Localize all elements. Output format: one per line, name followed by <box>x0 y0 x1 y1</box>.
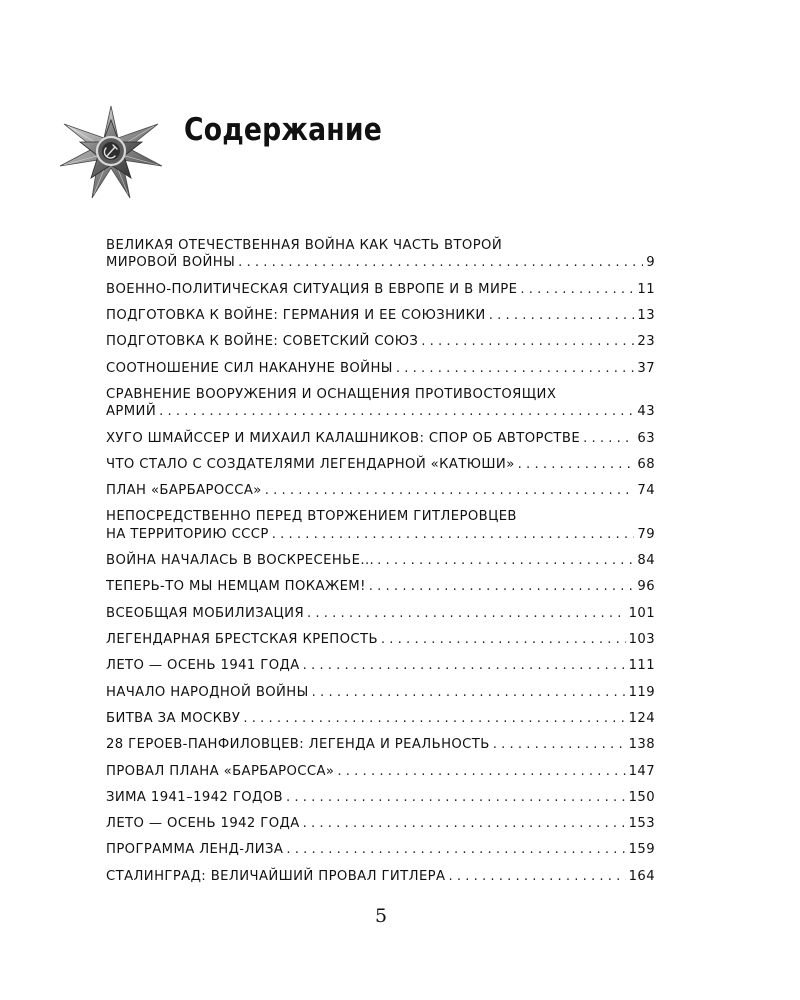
toc-entry-title-first-line: СРАВНЕНИЕ ВООРУЖЕНИЯ И ОСНАЩЕНИЯ ПРОТИВОСТОЯЩИХ <box>106 386 557 402</box>
toc-entry-line <box>106 736 655 753</box>
toc-entry[interactable] <box>106 430 655 447</box>
toc-entry[interactable] <box>106 789 655 806</box>
toc-entry-page-number: 103 <box>628 632 655 648</box>
toc-entry[interactable] <box>106 552 655 569</box>
toc-entry-title: НАЧАЛО НАРОДНОЙ ВОЙНЫ <box>106 684 309 700</box>
toc-entry-title: БИТВА ЗА МОСКВУ <box>106 710 241 726</box>
toc-entry-title: ВСЕОБЩАЯ МОБИЛИЗАЦИЯ <box>106 605 305 621</box>
dot-leader <box>396 360 635 377</box>
toc-entry-page-number: 147 <box>628 763 655 779</box>
toc-entry-page-number: 150 <box>628 789 655 805</box>
dot-leader <box>493 736 626 753</box>
toc-entry-title: СООТНОШЕНИЕ СИЛ НАКАНУНЕ ВОЙНЫ <box>106 360 393 376</box>
toc-entry-page-number: 84 <box>637 553 655 569</box>
toc-entry[interactable] <box>106 736 655 753</box>
toc-entry-title: ЛЕТО — ОСЕНЬ 1941 ГОДА <box>106 658 300 674</box>
order-of-the-patriotic-war-icon <box>58 104 164 200</box>
toc-entry-page-number: 159 <box>628 842 655 858</box>
page-title: Содержание <box>184 112 383 148</box>
toc-entry-line <box>106 456 655 473</box>
toc-entry[interactable] <box>106 631 655 648</box>
table-of-contents <box>106 237 655 894</box>
toc-entry-line <box>106 868 655 885</box>
toc-entry-title: ПРОВАЛ ПЛАНА «БАРБАРОССА» <box>106 763 335 779</box>
dot-leader <box>243 710 625 727</box>
toc-entry-line <box>106 307 655 324</box>
toc-entry-title: ТЕПЕРЬ-ТО МЫ НЕМЦАМ ПОКАЖЕМ! <box>106 579 366 595</box>
toc-entry[interactable] <box>106 360 655 377</box>
toc-entry-title: ПРОГРАММА ЛЕНД-ЛИЗА <box>106 842 284 858</box>
toc-entry[interactable] <box>106 307 655 324</box>
toc-entry-line <box>106 482 655 499</box>
toc-entry[interactable] <box>106 482 655 499</box>
dot-leader <box>272 526 635 543</box>
toc-entry[interactable] <box>106 868 655 885</box>
toc-entry-title: АРМИЙ <box>106 404 157 420</box>
toc-entry-line <box>106 815 655 832</box>
toc-entry-title: ЛЕТО — ОСЕНЬ 1942 ГОДА <box>106 816 300 832</box>
toc-entry-line <box>106 526 655 543</box>
toc-entry-page-number: 63 <box>637 430 655 446</box>
toc-entry-line <box>106 430 655 447</box>
dot-leader <box>286 841 625 858</box>
toc-entry[interactable] <box>106 508 655 543</box>
dot-leader <box>520 281 634 298</box>
toc-entry-page-number: 138 <box>628 737 655 753</box>
toc-entry[interactable] <box>106 456 655 473</box>
toc-entry-line <box>106 841 655 858</box>
toc-entry-line <box>106 631 655 648</box>
toc-entry-title: ЗИМА 1941–1942 ГОДОВ <box>106 789 283 805</box>
toc-entry-line <box>106 605 655 622</box>
toc-entry-title: 28 ГЕРОЕВ-ПАНФИЛОВЦЕВ: ЛЕГЕНДА И РЕАЛЬНОСТЬ <box>106 737 490 753</box>
toc-entry-page-number: 164 <box>628 868 655 884</box>
toc-entry[interactable] <box>106 684 655 701</box>
toc-entry-page-number: 101 <box>628 605 655 621</box>
toc-entry-line <box>106 254 655 271</box>
dot-leader <box>381 631 626 648</box>
toc-entry[interactable] <box>106 578 655 595</box>
dot-leader <box>448 868 625 885</box>
dot-leader <box>286 789 626 806</box>
toc-entry-line <box>106 684 655 701</box>
toc-entry-page-number: 111 <box>628 658 655 674</box>
toc-entry[interactable] <box>106 710 655 727</box>
toc-entry-page-number: 13 <box>637 308 655 323</box>
toc-entry-page-number: 11 <box>637 281 655 297</box>
dot-leader <box>159 403 634 420</box>
toc-entry-line <box>106 552 655 569</box>
toc-entry-title-first-line: ВЕЛИКАЯ ОТЕЧЕСТВЕННАЯ ВОЙНА КАК ЧАСТЬ ВТОРОЙ <box>106 238 503 253</box>
dot-leader <box>518 456 635 473</box>
dot-leader <box>337 763 625 780</box>
toc-entry-line <box>106 403 655 420</box>
toc-entry-line <box>106 578 655 595</box>
toc-entry-title: ЧТО СТАЛО С СОЗДАТЕЛЯМИ ЛЕГЕНДАРНОЙ «КАТЮШИ» <box>106 456 515 472</box>
toc-entry-page-number: 119 <box>628 684 655 700</box>
toc-entry-page-number: 124 <box>628 710 655 726</box>
toc-entry[interactable] <box>106 841 655 858</box>
toc-entry-title: ХУГО ШМАЙССЕР И МИХАИЛ КАЛАШНИКОВ: СПОР ОБ АВТОРСТВЕ <box>106 430 581 446</box>
page-number: 5 <box>374 905 388 927</box>
dot-leader <box>377 552 634 569</box>
dot-leader <box>421 333 634 350</box>
dot-leader <box>312 684 626 701</box>
toc-entry-title: ПЛАН «БАРБАРОССА» <box>106 483 262 499</box>
toc-entry-line <box>106 657 655 674</box>
toc-entry-title: СТАЛИНГРАД: ВЕЛИЧАЙШИЙ ПРОВАЛ ГИТЛЕРА <box>106 868 446 884</box>
toc-entry[interactable] <box>106 657 655 674</box>
toc-entry[interactable] <box>106 763 655 780</box>
dot-leader <box>265 482 635 499</box>
toc-entry-line <box>106 333 655 350</box>
toc-entry-page-number: 23 <box>637 334 655 350</box>
dot-leader <box>369 578 635 595</box>
toc-entry[interactable] <box>106 815 655 832</box>
toc-entry[interactable] <box>106 333 655 350</box>
toc-entry-page-number: 79 <box>637 526 655 542</box>
dot-leader <box>583 430 634 447</box>
toc-entry[interactable] <box>106 237 655 272</box>
toc-entry-line <box>106 360 655 377</box>
toc-entry-page-number: 9 <box>646 255 655 271</box>
toc-entry-page-number: 37 <box>637 360 655 376</box>
dot-leader <box>303 657 626 674</box>
toc-entry-page-number: 74 <box>637 483 655 499</box>
toc-entry-title: ВОЕННО-ПОЛИТИЧЕСКАЯ СИТУАЦИЯ В ЕВРОПЕ И В МИРЕ <box>106 281 518 297</box>
toc-entry-title: ВОЙНА НАЧАЛАСЬ В ВОСКРЕСЕНЬЕ... <box>106 553 375 569</box>
dot-leader <box>303 815 626 832</box>
toc-entry-page-number: 153 <box>628 816 655 832</box>
dot-leader <box>489 307 635 324</box>
toc-entry[interactable] <box>106 386 655 421</box>
toc-entry-line <box>106 789 655 806</box>
toc-entry[interactable] <box>106 281 655 298</box>
toc-entry-page-number: 68 <box>637 456 655 472</box>
dot-leader <box>238 254 643 271</box>
toc-entry-title: МИРОВОЙ ВОЙНЫ <box>106 255 236 271</box>
toc-entry-title: ЛЕГЕНДАРНАЯ БРЕСТСКАЯ КРЕПОСТЬ <box>106 632 378 648</box>
toc-entry-title: ПОДГОТОВКА К ВОЙНЕ: ГЕРМАНИЯ И ЕЕ СОЮЗНИКИ <box>106 308 486 323</box>
toc-entry-page-number: 96 <box>637 579 655 595</box>
toc-entry-page-number: 43 <box>637 404 655 420</box>
toc-entry-title: ПОДГОТОВКА К ВОЙНЕ: СОВЕТСКИЙ СОЮЗ <box>106 334 419 350</box>
toc-entry[interactable] <box>106 605 655 622</box>
toc-entry-title-first-line: НЕПОСРЕДСТВЕННО ПЕРЕД ВТОРЖЕНИЕМ ГИТЛЕРОВЦЕВ <box>106 509 517 525</box>
toc-entry-title: НА ТЕРРИТОРИЮ СССР <box>106 526 269 542</box>
toc-entry-line <box>106 763 655 780</box>
toc-entry-line <box>106 710 655 727</box>
toc-entry-line <box>106 281 655 298</box>
dot-leader <box>307 605 626 622</box>
